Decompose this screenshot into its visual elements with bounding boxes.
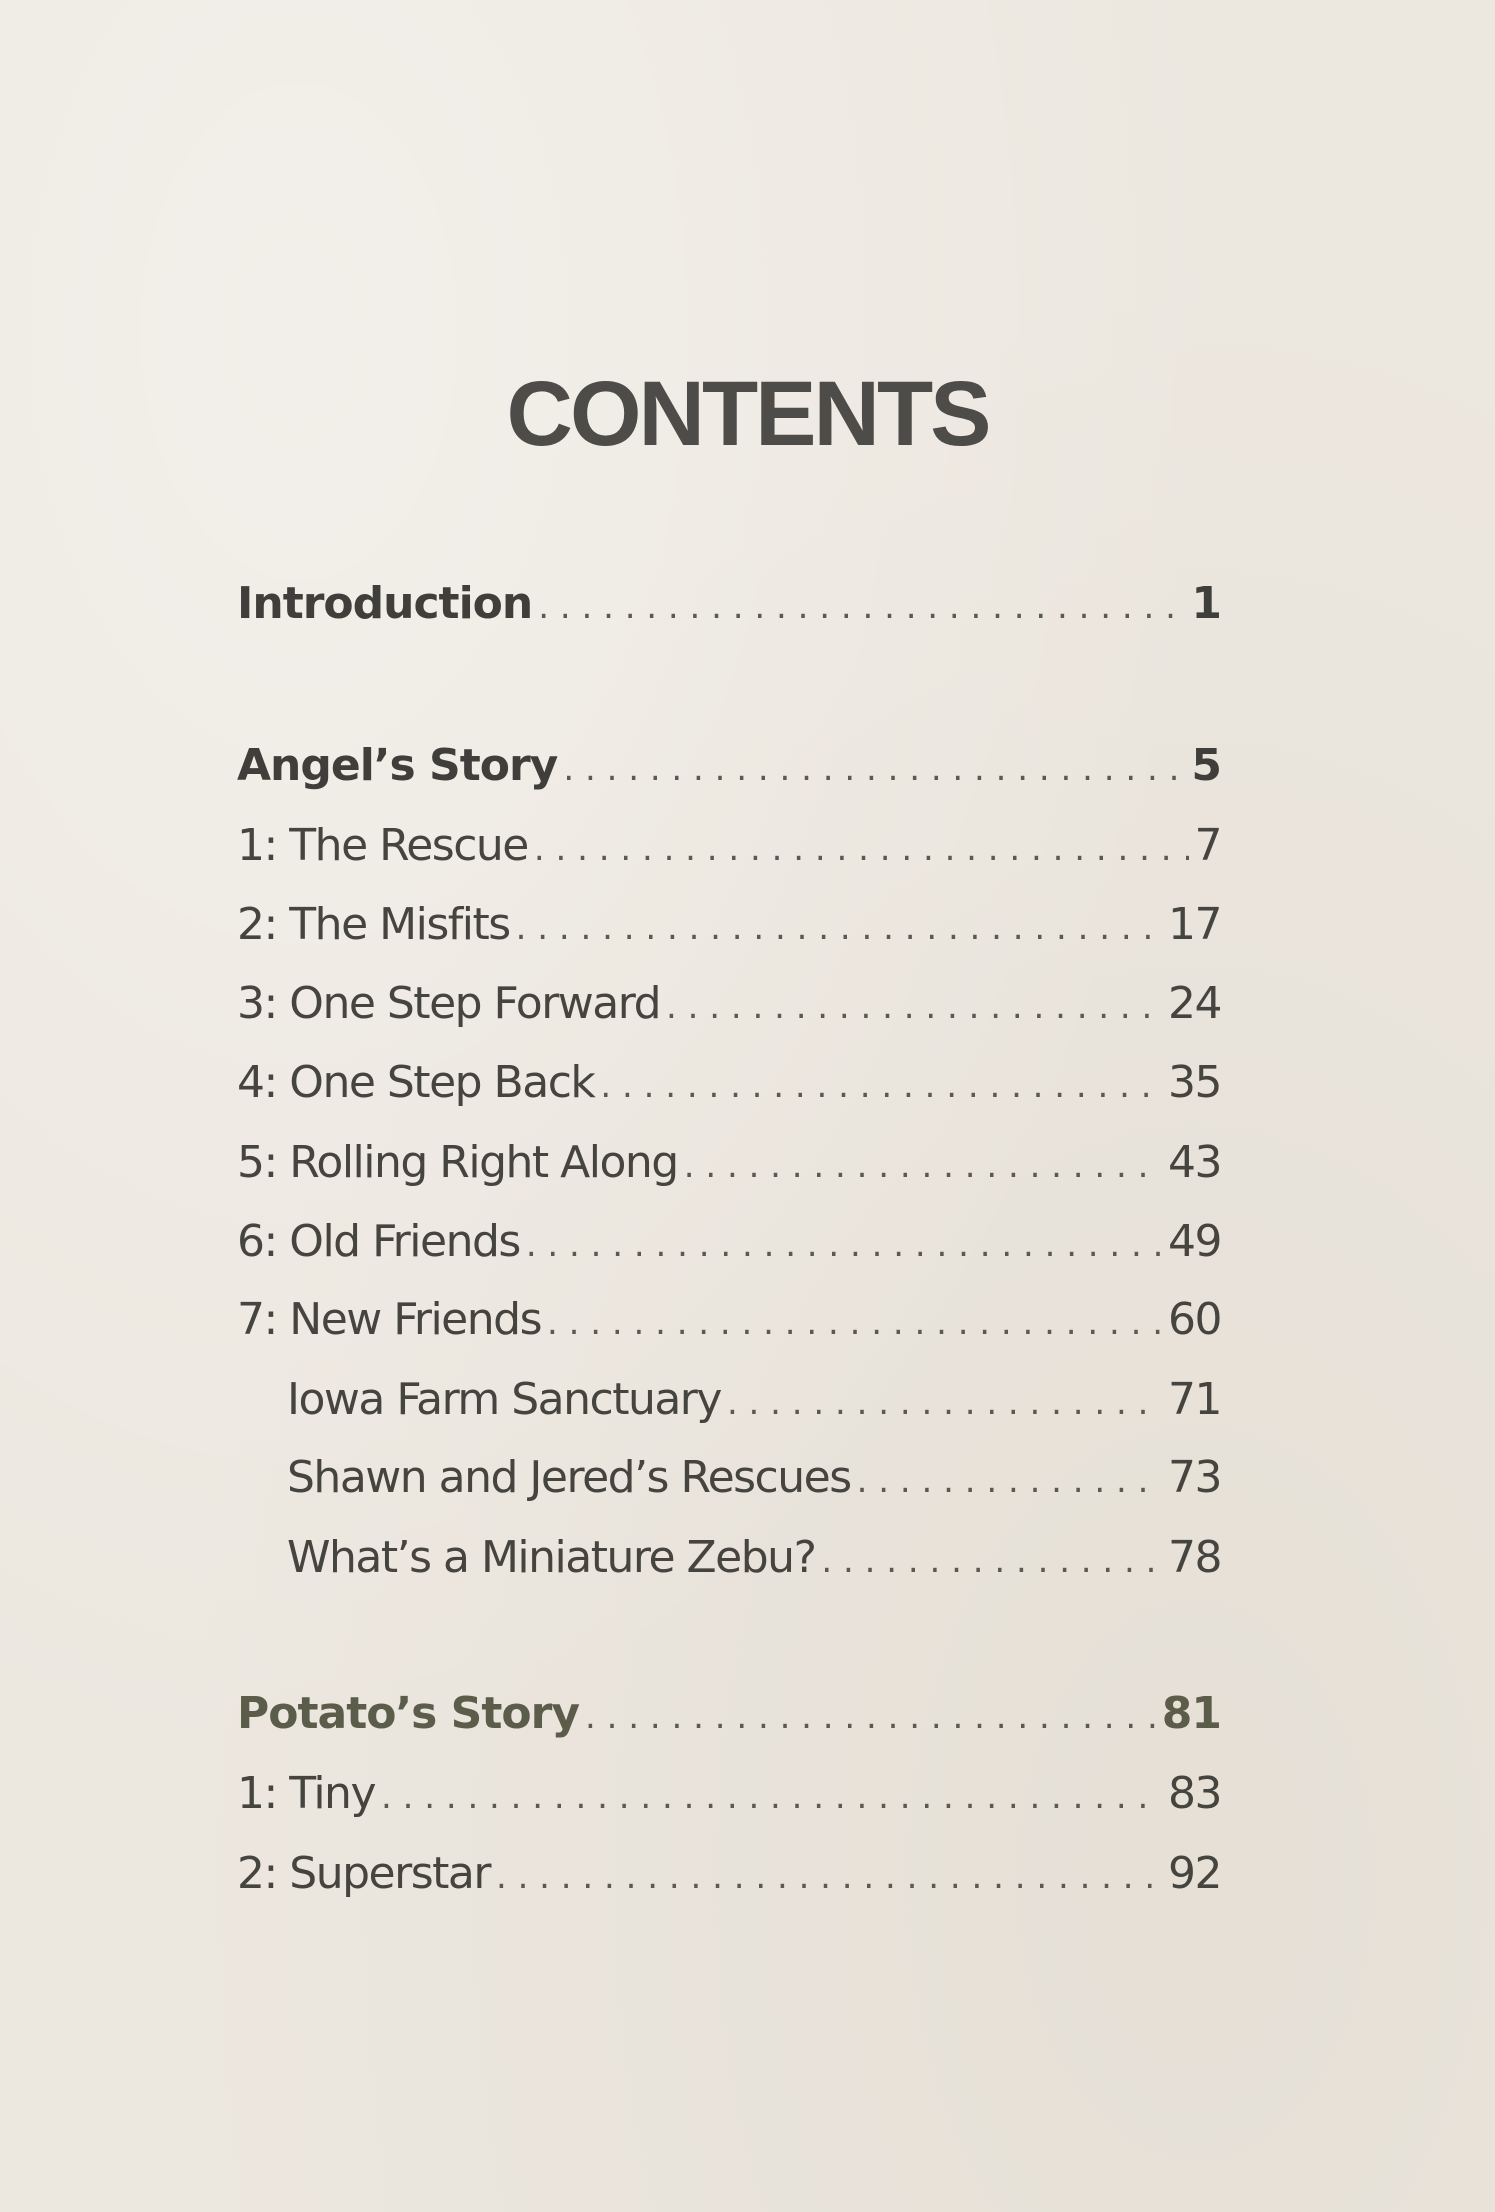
toc-entry-page: 24 (1168, 978, 1221, 1029)
toc-entry-page: 7 (1194, 820, 1221, 871)
toc-chapter[interactable] (237, 978, 1221, 1029)
toc-entry-label: 2: The Misfits (237, 899, 510, 950)
dot-leader (600, 1066, 1162, 1106)
toc-entry-page: 17 (1168, 899, 1221, 950)
toc-section-potatos-story[interactable] (237, 1688, 1221, 1739)
toc-entry-page: 73 (1168, 1452, 1221, 1503)
toc-entry-label: Iowa Farm Sanctuary (287, 1374, 721, 1425)
toc-entry-page: 81 (1161, 1688, 1221, 1739)
toc-chapter[interactable] (237, 1216, 1221, 1267)
toc-chapter[interactable] (237, 1137, 1221, 1188)
toc-entry-introduction[interactable] (237, 578, 1221, 629)
toc-chapter[interactable] (237, 1848, 1221, 1899)
toc-chapter[interactable] (237, 1057, 1221, 1108)
toc-section-angels-story[interactable] (237, 740, 1221, 791)
dot-leader (727, 1383, 1162, 1423)
dot-leader (496, 1857, 1162, 1897)
toc-entry-label: 2: Superstar (237, 1848, 490, 1899)
dot-leader (538, 587, 1185, 627)
dot-leader (684, 1146, 1162, 1186)
toc-chapter[interactable] (237, 1768, 1221, 1819)
toc-entry-page: 78 (1168, 1532, 1221, 1583)
toc-chapter[interactable] (237, 1294, 1221, 1345)
toc-entry-page: 83 (1168, 1768, 1221, 1819)
toc-entry-label: 1: The Rescue (237, 820, 528, 871)
toc-entry-page: 1 (1191, 578, 1221, 629)
dot-leader (821, 1541, 1162, 1581)
toc-entry-label: 3: One Step Forward (237, 978, 660, 1029)
dot-leader (534, 829, 1189, 869)
toc-subentry[interactable] (287, 1452, 1221, 1503)
toc-entry-label: Angel’s Story (237, 740, 558, 791)
toc-entry-label: 7: New Friends (237, 1294, 541, 1345)
toc-entry-label: Introduction (237, 578, 533, 629)
toc-entry-label: 5: Rolling Right Along (237, 1137, 678, 1188)
dot-leader (381, 1777, 1162, 1817)
dot-leader (666, 987, 1162, 1027)
toc-chapter[interactable] (237, 820, 1221, 871)
toc-entry-page: 92 (1168, 1848, 1221, 1899)
dot-leader (585, 1697, 1156, 1737)
dot-leader (857, 1461, 1162, 1501)
toc-entry-label: What’s a Miniature Zebu? (287, 1532, 816, 1583)
toc-entry-page: 71 (1168, 1374, 1221, 1425)
toc-entry-page: 5 (1191, 740, 1221, 791)
dot-leader (563, 749, 1185, 789)
toc-entry-label: 4: One Step Back (237, 1057, 595, 1108)
dot-leader (547, 1303, 1162, 1343)
toc-entry-page: 35 (1168, 1057, 1221, 1108)
toc-entry-label: 6: Old Friends (237, 1216, 520, 1267)
page-title: CONTENTS (506, 363, 989, 465)
toc-entry-page: 43 (1168, 1137, 1221, 1188)
dot-leader (526, 1225, 1162, 1265)
toc-entry-label: Potato’s Story (237, 1688, 580, 1739)
toc-entry-page: 49 (1168, 1216, 1221, 1267)
dot-leader (516, 908, 1162, 948)
toc-subentry[interactable] (287, 1532, 1221, 1583)
toc-entry-page: 60 (1168, 1294, 1221, 1345)
toc-subentry[interactable] (287, 1374, 1221, 1425)
toc-entry-label: 1: Tiny (237, 1768, 375, 1819)
toc-chapter[interactable] (237, 899, 1221, 950)
toc-entry-label: Shawn and Jered’s Rescues (287, 1452, 851, 1503)
